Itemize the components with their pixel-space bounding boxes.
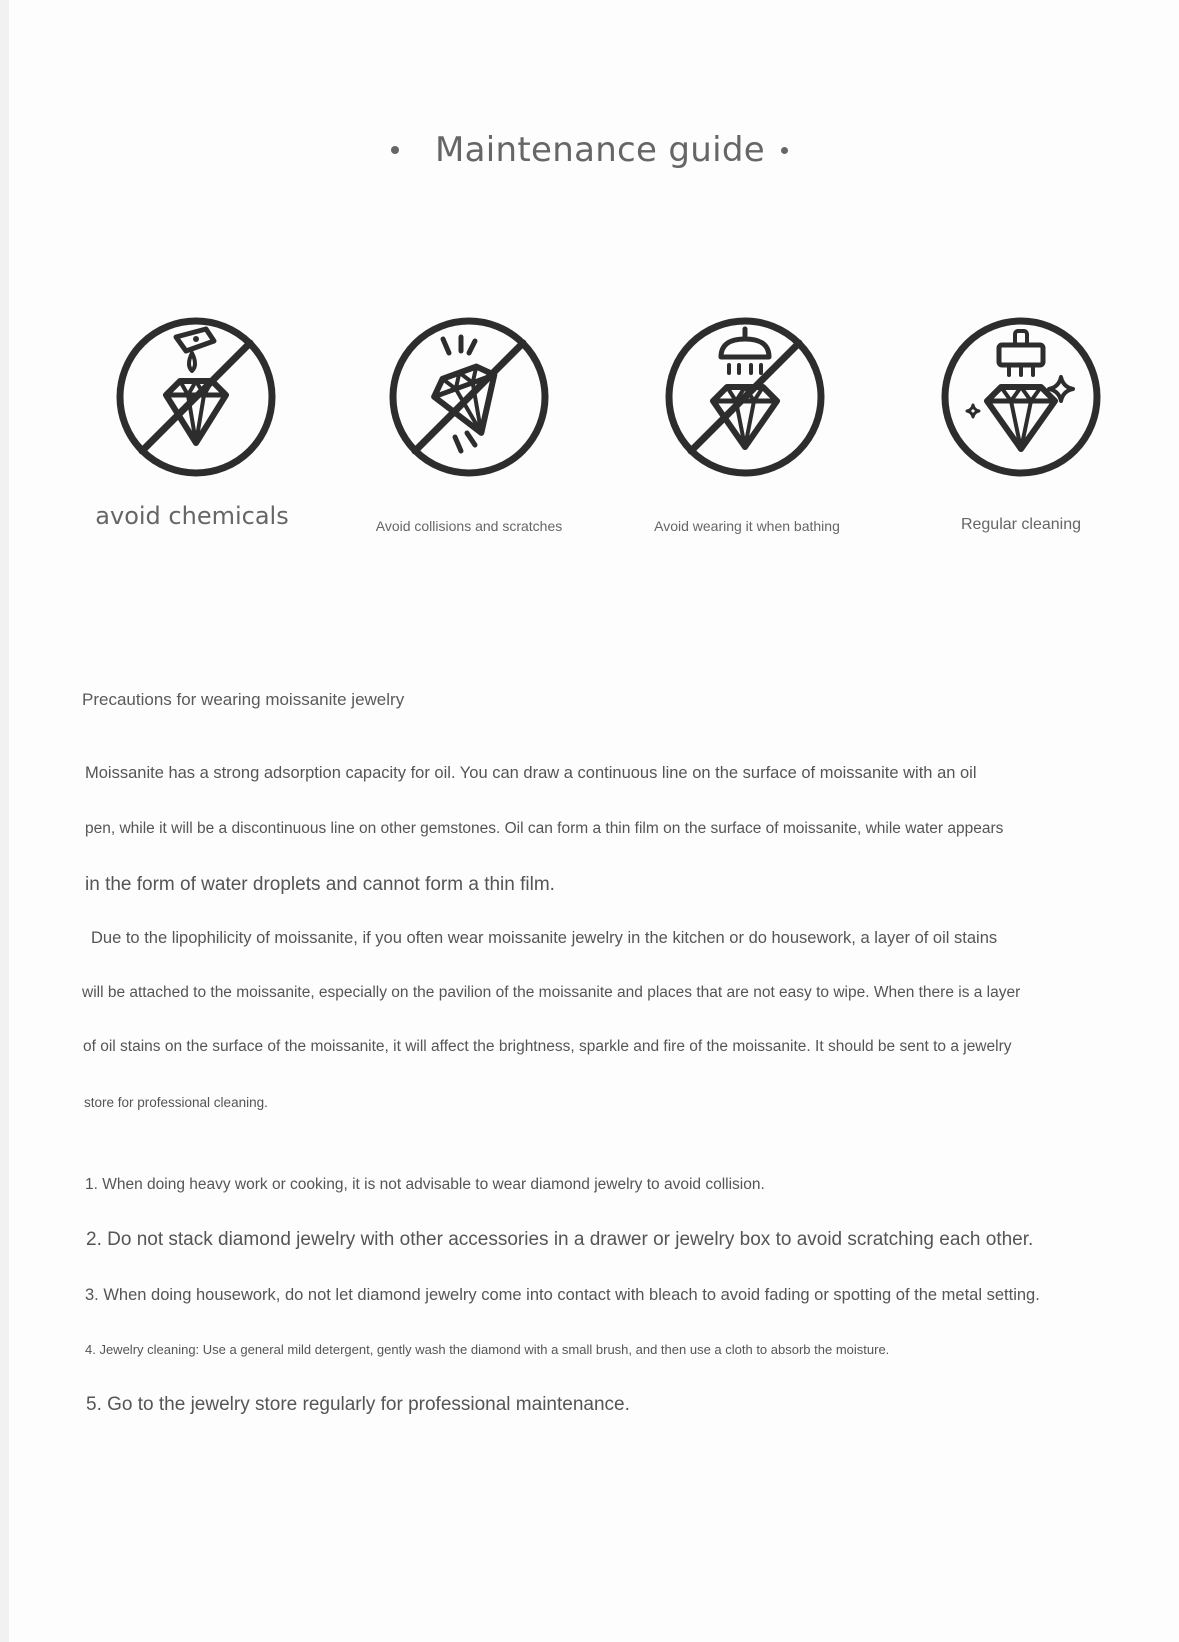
paragraph-line: Due to the lipophilicity of moissanite, if you often wear moissanite jewelry in the kitchen or do housework, a layer of oil stains	[91, 929, 998, 947]
paragraph-line: in the form of water droplets and cannot form a thin film.	[85, 874, 555, 895]
cleaning-icon	[939, 315, 1103, 479]
caption-avoid-bathing: Avoid wearing it when bathing	[654, 518, 840, 534]
bullet-dot	[781, 147, 788, 154]
caption-avoid-chemicals: avoid chemicals	[95, 502, 289, 530]
paragraph-line: will be attached to the moissanite, especially on the pavilion of the moissanite and places that are not easy to wipe. When there is a layer	[82, 984, 1021, 1001]
tip-item: 3. When doing housework, do not let diamond jewelry come into contact with bleach to avoid fading or spotting of the metal setting.	[85, 1286, 1040, 1304]
tip-item: 2. Do not stack diamond jewelry with other accessories in a drawer or jewelry box to avoid scratching each other.	[86, 1229, 1034, 1250]
paragraph-line: pen, while it will be a discontinuous line on other gemstones. Oil can form a thin film on the surface of moissanite, while water appears	[85, 820, 1004, 837]
no-bathing-icon	[663, 315, 827, 479]
paragraph-line: Moissanite has a strong adsorption capacity for oil. You can draw a continuous line on the surface of moissanite with an oil	[85, 764, 977, 782]
tip-item: 5. Go to the jewelry store regularly for professional maintenance.	[86, 1394, 630, 1415]
tip-item: 4. Jewelry cleaning: Use a general mild detergent, gently wash the diamond with a small brush, and then use a cloth to absorb the moisture.	[85, 1342, 890, 1357]
caption-regular-cleaning: Regular cleaning	[960, 516, 1082, 533]
precautions-heading: Precautions for wearing moissanite jewelry	[82, 690, 405, 709]
page-edge	[0, 0, 9, 1642]
tip-item: 1. When doing heavy work or cooking, it is not advisable to wear diamond jewelry to avoid collision.	[85, 1176, 765, 1193]
bullet-dot	[391, 146, 399, 154]
page-title: Maintenance guide	[435, 130, 765, 170]
paragraph-line: store for professional cleaning.	[84, 1095, 268, 1110]
title-row	[0, 130, 1179, 170]
caption-avoid-collisions: Avoid collisions and scratches	[375, 518, 563, 534]
no-collision-icon	[387, 315, 551, 479]
no-chemicals-icon	[114, 315, 278, 479]
paragraph-line: of oil stains on the surface of the moissanite, it will affect the brightness, sparkle and fire of the moissanite. It should be sent to a jewelry	[83, 1038, 1012, 1055]
